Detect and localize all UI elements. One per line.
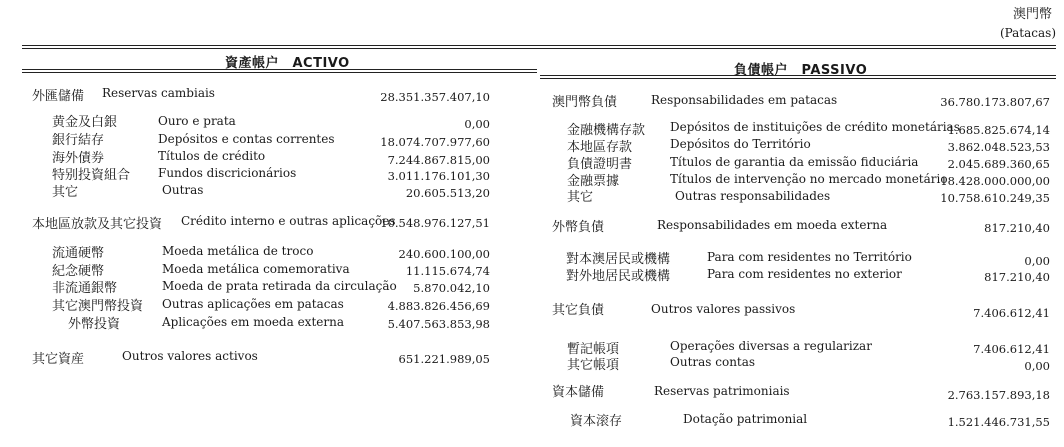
activo-s0-i0-zh: 黄金及白銀 <box>52 115 118 130</box>
passivo-s2-zh: 其它負債 <box>552 303 605 318</box>
activo-s2-pt: Outros valores activos <box>122 349 258 363</box>
activo-s0-i0-value: 0,00 <box>464 117 490 131</box>
passivo-s2-i0-zh: 暫記帳項 <box>567 342 620 357</box>
passivo-s0-i1-pt: Depósitos do Território <box>670 137 811 151</box>
activo-s0-i4-value: 20.605.513,20 <box>405 186 490 200</box>
activo-s0-i3-pt: Fundos discricionários <box>158 166 297 180</box>
passivo-s0-value: 36.780.173.807,67 <box>940 95 1050 109</box>
passivo-s0-i1-value: 3.862.048.523,53 <box>947 140 1050 154</box>
passivo-s2-i0-pt: Operações diversas a regularizar <box>670 339 872 353</box>
activo-s1-i2-pt: Moeda de prata retirada da circulação <box>162 279 397 293</box>
passivo-s3-i0-zh: 資本滚存 <box>570 414 623 429</box>
passivo-s2-i0-value: 7.406.612,41 <box>973 342 1050 356</box>
activo-s1-i0-value: 240.600.100,00 <box>398 247 490 261</box>
passivo-s0-i0-value: 1.685.825.674,14 <box>947 123 1050 137</box>
passivo-s0-i4-value: 10.758.610.249,35 <box>940 191 1050 205</box>
passivo-s0-i3-value: 18.428.000.000,00 <box>940 174 1050 188</box>
passivo-s1-i0-zh: 對本澳居民或機構 <box>566 252 671 267</box>
passivo-s2-i1-value: 0,00 <box>1024 359 1050 373</box>
passivo-s0-zh: 澳門幣負債 <box>552 95 618 110</box>
activo-s0-pt: Reservas cambiais <box>102 86 215 100</box>
passivo-header: 負債帳户 PASSIVO <box>734 63 868 78</box>
passivo-s2-i1-pt: Outras contas <box>670 355 756 369</box>
activo-s0-i2-value: 7.244.867.815,00 <box>387 153 490 167</box>
activo-s1-i2-value: 5.870.042,10 <box>413 281 490 295</box>
passivo-s2-pt: Outros valores passivos <box>651 302 796 316</box>
passivo-s2-i1-zh: 其它帳項 <box>567 358 620 373</box>
activo-s1-zh: 本地區放款及其它投資 <box>32 217 163 232</box>
passivo-s2-value: 7.406.612,41 <box>973 306 1050 320</box>
passivo-s1-zh: 外幣負債 <box>552 220 605 235</box>
rule-top-1 <box>22 45 1056 46</box>
passivo-s3-zh: 資本儲備 <box>552 385 605 400</box>
activo-s1-value: 10.548.976.127,51 <box>380 216 490 230</box>
passivo-s3-i0-pt: Dotação patrimonial <box>683 412 808 426</box>
passivo-s0-i3-zh: 金融票據 <box>567 174 620 189</box>
activo-s0-i1-pt: Depósitos e contas correntes <box>158 132 335 146</box>
activo-s1-i4-pt: Aplicações em moeda externa <box>162 315 344 329</box>
passivo-s0-i2-zh: 負債證明書 <box>567 157 633 172</box>
passivo-s0-i0-pt: Depósitos de instituições de crédito monetárias <box>670 120 960 134</box>
passivo-s0-i4-pt: Outras responsabilidades <box>675 189 831 203</box>
passivo-s0-i3-pt: Títulos de intervenção no mercado monetário <box>670 172 948 186</box>
activo-s1-i3-zh: 其它澳門幣投資 <box>52 299 144 314</box>
activo-s1-i0-pt: Moeda metálica de troco <box>162 244 314 258</box>
activo-s0-i4-pt: Outras <box>162 183 204 197</box>
activo-s1-i1-pt: Moeda metálica comemorativa <box>162 262 350 276</box>
passivo-s1-i1-value: 817.210,40 <box>984 270 1050 284</box>
passivo-s0-i4-zh: 其它 <box>567 190 594 205</box>
activo-s0-i3-value: 3.011.176.101,30 <box>387 169 490 183</box>
activo-s2-value: 651.221.989,05 <box>398 352 490 366</box>
rule-top-2 <box>22 48 1056 49</box>
activo-s0-i2-pt: Títulos de crédito <box>158 149 266 163</box>
currency-zh: 澳門幣 <box>1012 7 1052 22</box>
passivo-s1-i0-pt: Para com residentes no Território <box>707 250 912 264</box>
activo-s0-i2-zh: 海外債券 <box>52 151 105 166</box>
passivo-s0-i2-value: 2.045.689.360,65 <box>947 157 1050 171</box>
passivo-s0-i2-pt: Títulos de garantia da emissão fiduciária <box>670 155 919 169</box>
passivo-s0-i1-zh: 本地區存款 <box>567 140 633 155</box>
passivo-s0-i0-zh: 金融機構存款 <box>567 123 646 138</box>
activo-s0-i0-pt: Ouro e prata <box>158 114 236 128</box>
passivo-s3-i0-value: 1.521.446.731,55 <box>947 415 1050 429</box>
activo-s1-i1-value: 11.115.674,74 <box>405 264 490 278</box>
activo-s1-pt: Crédito interno e outras aplicações <box>181 214 396 228</box>
activo-s0-zh: 外匯儲備 <box>32 89 85 104</box>
activo-s0-i1-value: 18.074.707.977,60 <box>380 135 490 149</box>
passivo-s1-i1-pt: Para com residentes no exterior <box>707 267 902 281</box>
passivo-s1-value: 817.210,40 <box>984 221 1050 235</box>
activo-s1-i3-pt: Outras aplicações em patacas <box>162 297 344 311</box>
activo-s1-i0-zh: 流通硬幣 <box>52 246 105 261</box>
activo-s0-i4-zh: 其它 <box>52 185 79 200</box>
passivo-s3-pt: Reservas patrimoniais <box>654 384 790 398</box>
passivo-s3-value: 2.763.157.893,18 <box>947 388 1050 402</box>
rule-passivo-2 <box>540 78 1056 79</box>
activo-s1-i4-zh: 外幣投資 <box>68 317 121 332</box>
passivo-s0-pt: Responsabilidades em patacas <box>651 93 838 107</box>
activo-s2-zh: 其它資産 <box>32 352 85 367</box>
passivo-s1-pt: Responsabilidades em moeda externa <box>657 218 888 232</box>
activo-s1-i1-zh: 紀念硬幣 <box>52 264 105 279</box>
activo-s0-i1-zh: 銀行結存 <box>52 133 105 148</box>
passivo-s1-i0-value: 0,00 <box>1024 254 1050 268</box>
activo-s0-value: 28.351.357.407,10 <box>380 90 490 104</box>
activo-s1-i4-value: 5.407.563.853,98 <box>387 317 490 331</box>
activo-header: 資產帳户 ACTIVO <box>225 56 350 71</box>
currency-pt: (Patacas) <box>999 26 1056 40</box>
rule-activo-2 <box>22 72 537 73</box>
activo-s0-i3-zh: 特别投資組合 <box>52 168 131 183</box>
activo-s1-i2-zh: 非流通銀幣 <box>52 281 118 296</box>
activo-s1-i3-value: 4.883.826.456,69 <box>387 299 490 313</box>
passivo-s1-i1-zh: 對外地居民或機構 <box>566 269 671 284</box>
